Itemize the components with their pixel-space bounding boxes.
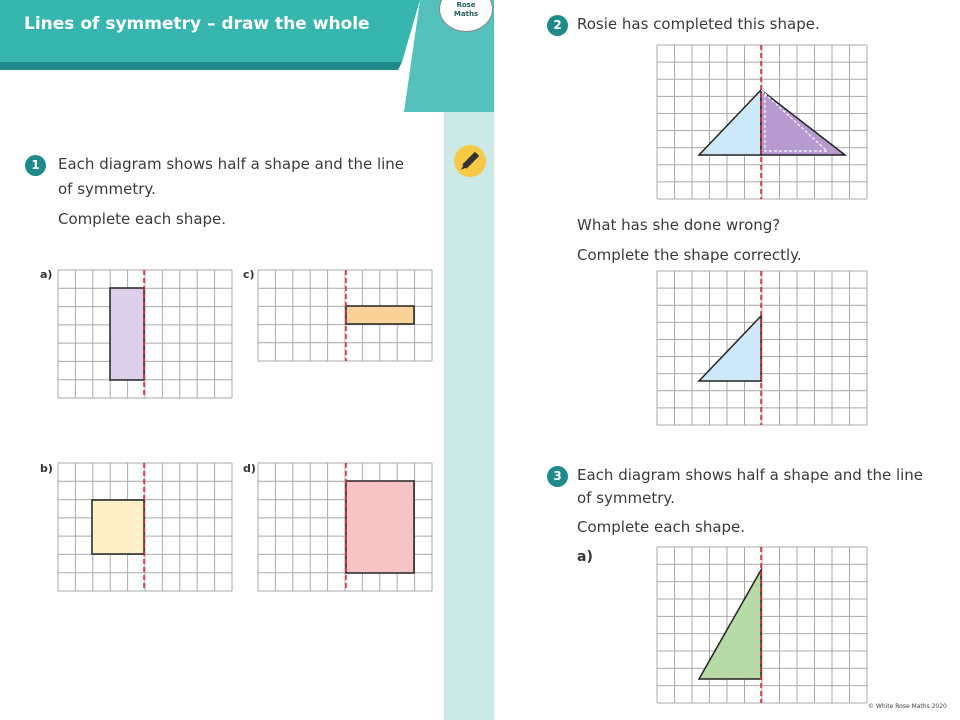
page-title: Lines of symmetry – draw the whole bbox=[24, 14, 370, 34]
question-3-label-a: a) bbox=[577, 549, 593, 565]
grid-b[interactable] bbox=[58, 463, 232, 591]
question-2-question: What has she done wrong? bbox=[577, 216, 781, 234]
grid-lines bbox=[58, 270, 232, 398]
shape-q3-a-half bbox=[699, 570, 761, 679]
grid-lines bbox=[58, 463, 232, 591]
logo-text-1: Rose bbox=[456, 1, 476, 9]
grid-q3-a[interactable] bbox=[657, 547, 867, 703]
label-b: b) bbox=[40, 462, 53, 475]
question-1-number: 1 bbox=[25, 155, 46, 176]
copyright: © White Rose Maths 2020 bbox=[868, 703, 947, 710]
grid-lines bbox=[657, 271, 867, 425]
question-1-instruction: Complete each shape. bbox=[58, 210, 227, 228]
grid-lines bbox=[657, 547, 867, 703]
label-a: a) bbox=[40, 268, 53, 281]
question-2-instruction: Complete the shape correctly. bbox=[577, 246, 802, 264]
shape-a-half bbox=[110, 288, 144, 380]
shape-b-half bbox=[92, 500, 144, 554]
pencil-icon bbox=[453, 144, 487, 178]
grid-d[interactable] bbox=[258, 463, 432, 591]
question-1-text-line2: of symmetry. bbox=[58, 180, 156, 198]
question-2-number: 2 bbox=[547, 15, 568, 36]
question-3-number: 3 bbox=[547, 466, 568, 487]
grid-q2-correct[interactable] bbox=[657, 271, 867, 425]
shape-q2-left-half bbox=[699, 90, 761, 155]
label-c: c) bbox=[243, 268, 255, 281]
label-d: d) bbox=[243, 462, 256, 475]
logo-text-2: Maths bbox=[453, 10, 479, 18]
question-2-text: Rosie has completed this shape. bbox=[577, 15, 820, 33]
grid-a[interactable] bbox=[58, 270, 232, 398]
shape-c-half bbox=[346, 306, 414, 324]
question-3-text-line2: of symmetry. bbox=[577, 489, 675, 507]
shape-d-half bbox=[346, 481, 414, 573]
question-3-text-line1: Each diagram shows half a shape and the line bbox=[577, 466, 924, 484]
grid-c[interactable] bbox=[258, 270, 432, 361]
question-1-text-line1: Each diagram shows half a shape and the line bbox=[58, 155, 405, 173]
grid-q2-rosie bbox=[657, 45, 867, 199]
question-3-instruction: Complete each shape. bbox=[577, 518, 746, 536]
center-strip bbox=[444, 112, 494, 720]
shape-q2-correct-half bbox=[699, 316, 761, 381]
